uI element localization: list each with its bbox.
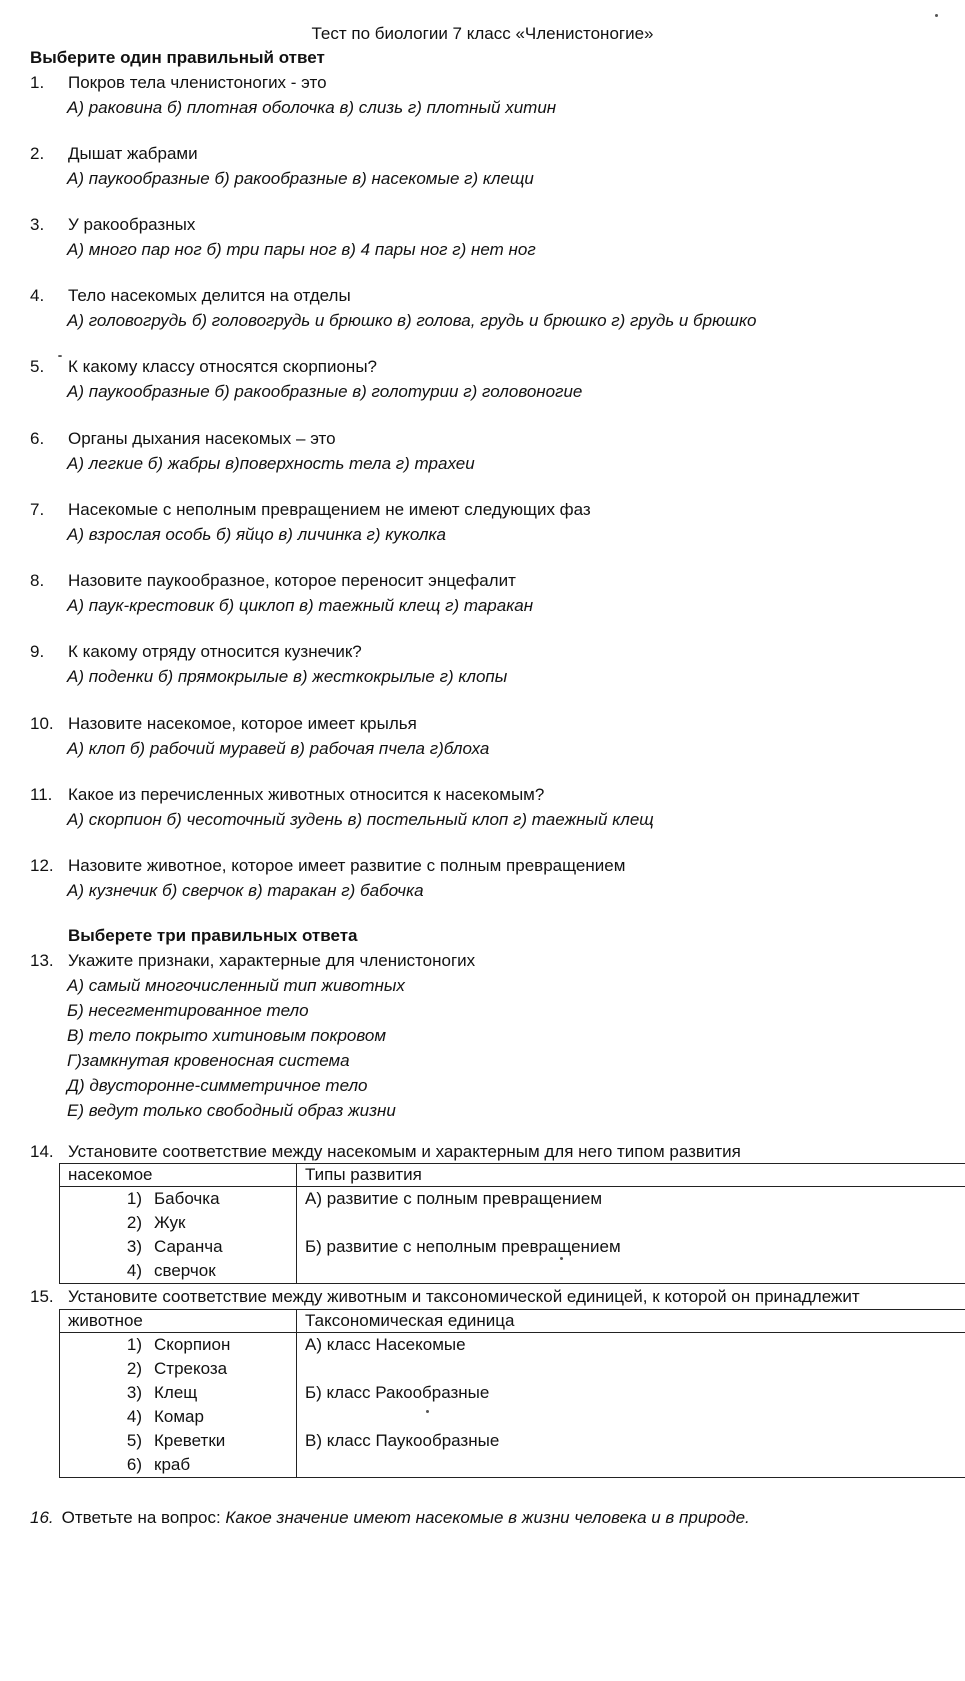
question-options: А) головогрудь б) головогрудь и брюшко в) голова, грудь и брюшко г) грудь и брюшко [67, 311, 757, 330]
answer-choice: А) развитие с полным превращением [305, 1189, 603, 1208]
answer-option: Б) несегментированное тело [67, 1001, 309, 1020]
list-item: 1) Скорпион [126, 1335, 231, 1354]
answer-option: Е) ведут только свободный образ жизни [67, 1101, 396, 1120]
table-header-row [60, 1310, 965, 1333]
question-12 [30, 853, 960, 903]
question-number: 15. [30, 1287, 54, 1306]
page-title: Тест по биологии 7 класс «Членистоногие» [311, 24, 654, 43]
matching-table-taxonomy [59, 1309, 965, 1478]
answer-option: Г)замкнутая кровеносная система [67, 1051, 350, 1070]
development-type-list [297, 1187, 965, 1284]
question-4 [30, 283, 960, 333]
question-options: А) клоп б) рабочий муравей в) рабочая пчела г)блоха [67, 739, 490, 758]
question-16 [30, 1508, 750, 1528]
question-8 [30, 568, 960, 618]
question-text: Назовите паукообразное, которое переносит энцефалит [68, 571, 516, 590]
list-item: 3) Саранча [126, 1237, 223, 1256]
question-number: 16. [30, 1508, 54, 1527]
list-item: 5) Креветки [126, 1431, 226, 1450]
question-text: Назовите животное, которое имеет развитие с полным превращением [68, 856, 626, 875]
question-number: 9. [30, 642, 45, 661]
question-text: Укажите признаки, характерные для членистоногих [68, 951, 476, 970]
question-number: 5. [30, 357, 45, 376]
table-header-row [60, 1164, 965, 1187]
question-number: 12. [30, 856, 54, 875]
animal-list [60, 1333, 297, 1478]
question-number: 6. [30, 429, 45, 448]
list-item: 3) Клещ [126, 1383, 198, 1402]
table-row [60, 1333, 965, 1478]
question-text: Органы дыхания насекомых – это [68, 429, 336, 448]
question-options: А) паук-крестовик б) циклоп в) таежный клещ г) таракан [67, 596, 534, 615]
table-row [60, 1187, 965, 1284]
list-item: 2) Жук [126, 1213, 186, 1232]
question-options: А) поденки б) прямокрылые в) жесткокрылые г) клопы [67, 667, 508, 686]
question-number: 11. [30, 785, 53, 804]
scan-speck [58, 355, 62, 357]
section-heading-single-answer: Выберите один правильный ответ [30, 48, 325, 67]
matching-table-development [59, 1163, 965, 1284]
question-2 [30, 141, 960, 191]
question-10 [30, 711, 960, 761]
taxonomic-unit-list [297, 1333, 965, 1478]
column-header-animal: животное [60, 1310, 297, 1333]
question-text: Тело насекомых делится на отделы [68, 286, 351, 305]
scan-speck [426, 1410, 429, 1413]
question-text: Покров тела членистоногих - это [68, 73, 327, 92]
question-options: А) паукообразные б) ракообразные в) насекомые г) клещи [67, 169, 534, 188]
question-text: Какое из перечисленных животных относится к насекомым? [68, 785, 545, 804]
question-options: А) паукообразные б) ракообразные в) голотурии г) головоногие [67, 382, 583, 401]
question-number: 4. [30, 286, 45, 305]
question-15 [30, 1284, 965, 1309]
question-text: Дышат жабрами [68, 144, 198, 163]
question-1 [30, 70, 960, 120]
question-9 [30, 639, 960, 689]
answer-choice: А) класс Насекомые [305, 1335, 466, 1354]
answer-choice: В) класс Паукообразные [305, 1431, 500, 1450]
answer-option: А) самый многочисленный тип животных [67, 976, 405, 995]
question-number: 10. [30, 714, 54, 733]
answer-option: Д) двусторонне-симметричное тело [67, 1076, 368, 1095]
question-text: К какому классу относятся скорпионы? [68, 357, 377, 376]
question-7 [30, 497, 960, 547]
column-header-development-type: Типы развития [297, 1164, 965, 1187]
section-heading-three-answers: Выберете три правильных ответа [68, 926, 358, 945]
question-number: 8. [30, 571, 45, 590]
question-3 [30, 212, 960, 262]
question-text: Назовите насекомое, которое имеет крылья [68, 714, 417, 733]
list-item: 4) Комар [126, 1407, 204, 1426]
column-header-insect: насекомое [60, 1164, 297, 1187]
question-options: А) легкие б) жабры в)поверхность тела г) трахеи [67, 454, 475, 473]
question-options: А) кузнечик б) сверчок в) таракан г) бабочка [67, 881, 424, 900]
list-item: 4) сверчок [126, 1261, 216, 1280]
question-number: 14. [30, 1142, 54, 1161]
scan-speck [935, 14, 938, 17]
question-options: А) много пар ног б) три пары ног в) 4 пары ног г) нет ног [67, 240, 536, 259]
question-text: У ракообразных [68, 215, 196, 234]
question-13 [30, 948, 960, 1123]
scan-speck [560, 1257, 563, 1260]
question-14 [30, 1139, 960, 1164]
question-number: 2. [30, 144, 45, 163]
insect-list [60, 1187, 297, 1284]
question-options: А) взрослая особь б) яйцо в) личинка г) куколка [67, 525, 446, 544]
question-text: Установите соответствие между животным и таксономической единицей, к которой он принадлежит [68, 1287, 860, 1306]
question-number: 3. [30, 215, 45, 234]
question-number: 7. [30, 500, 45, 519]
question-options: А) скорпион б) чесоточный зудень в) постельный клоп г) таежный клещ [67, 810, 654, 829]
question-text: Насекомые с неполным превращением не имеют следующих фаз [68, 500, 591, 519]
question-text: К какому отряду относится кузнечик? [68, 642, 362, 661]
question-11 [30, 782, 960, 832]
question-options: А) раковина б) плотная оболочка в) слизь г) плотный хитин [67, 98, 557, 117]
column-header-taxonomic-unit: Таксономическая единица [297, 1310, 965, 1333]
question-number: 1. [30, 73, 45, 92]
question-text: Установите соответствие между насекомым и характерным для него типом развития [68, 1142, 741, 1161]
list-item: 2) Стрекоза [126, 1359, 228, 1378]
list-item: 6) краб [126, 1455, 191, 1474]
question-text: Ответьте на вопрос: [61, 1508, 221, 1527]
question-number: 13. [30, 951, 54, 970]
question-6 [30, 426, 960, 476]
question-5 [30, 354, 960, 404]
answer-option: В) тело покрыто хитиновым покровом [67, 1026, 386, 1045]
list-item: 1) Бабочка [126, 1189, 220, 1208]
answer-choice: Б) класс Ракообразные [305, 1383, 490, 1402]
answer-choice: Б) развитие с неполным превращением [305, 1237, 621, 1256]
question-prompt: Какое значение имеют насекомые в жизни человека и в природе. [225, 1508, 750, 1527]
